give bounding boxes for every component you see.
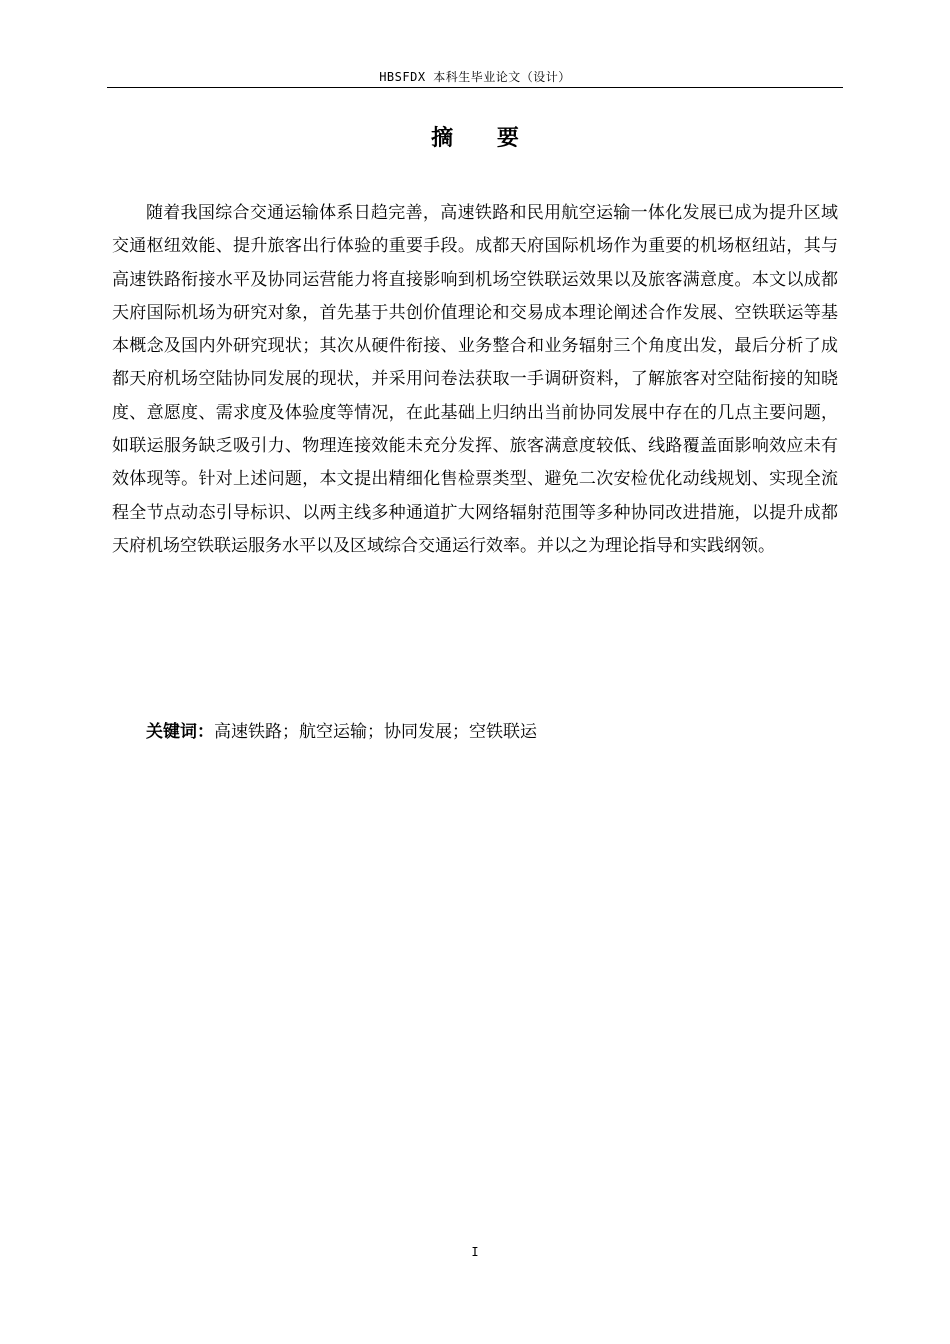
running-header: HBSFDX 本科生毕业论文（设计） xyxy=(379,70,571,84)
header-rule xyxy=(107,87,843,88)
keywords-list: 高速铁路；航空运输；协同发展；空铁联运 xyxy=(214,722,537,742)
page-number: I xyxy=(471,1245,479,1259)
abstract-body: 随着我国综合交通运输体系日趋完善，高速铁路和民用航空运输一体化发展已成为提升区域交通枢纽效能、提升旅客出行体验的重要手段。成都天府国际机场作为重要的机场枢纽站，其与高速铁路衔接水平及协同运营能力将直接影响到机场空铁联运效果以及旅客满意度。本文以成都天府国际机场为研究对象，首先基于共创价值理论和交易成本理论阐述合作发展、空铁联运等基本概念及国内外研究现状；其次从硬件衔接、业务整合和业务辐射三个角度出发，最后分析了成都天府机场空陆协同发展的现状，并采用问卷法获取一手调研资料，了解旅客对空陆衔接的知晓度、意愿度、需求度及体验度等情况，在此基础上归纳出当前协同发展中存在的几点主要问题，如联运服务缺乏吸引力、物理连接效能未充分发挥、旅客满意度较低、线路覆盖面影响效应未有效体现等。针对上述问题，本文提出精细化售检票类型、避免二次安检优化动线规划、实现全流程全节点动态引导标识、以两主线多种通道扩大网络辐射范围等多种协同改进措施，以提升成都天府机场空铁联运服务水平以及区域综合交通运行效率。并以之为理论指导和实践纲领。 xyxy=(112,203,838,556)
keywords-label: 关键词： xyxy=(146,722,214,742)
abstract-title: 摘 要 xyxy=(431,126,537,151)
keywords-line xyxy=(146,716,846,749)
